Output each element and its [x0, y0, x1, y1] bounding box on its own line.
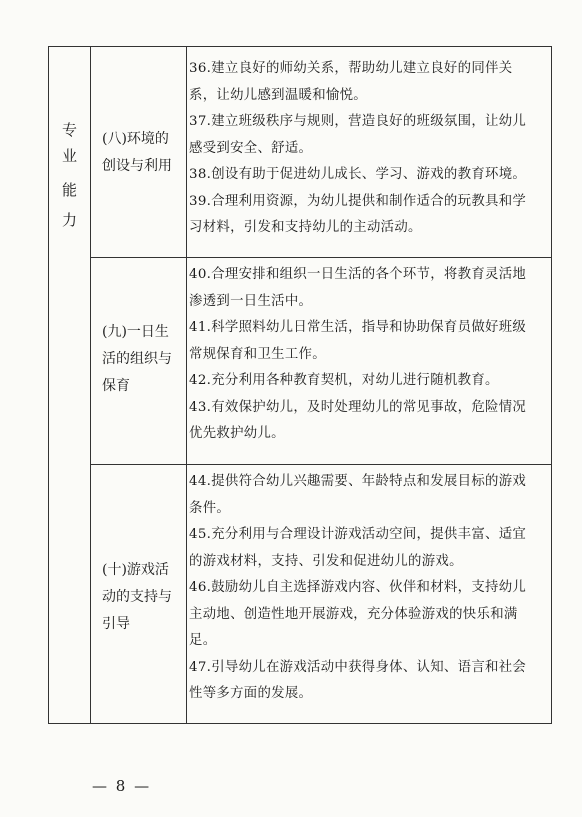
item-line: 44.提供符合幼儿兴趣需要、年龄特点和发展目标的游戏: [189, 474, 527, 489]
section-title-environment: [98, 126, 192, 180]
item-line: 性等多方面的发展。: [189, 686, 313, 701]
section-title-line: 引导: [102, 616, 130, 632]
section-items-play: [186, 469, 546, 708]
list-item: [186, 56, 546, 109]
item-line: 40.合理安排和组织一日生活的各个环节，将教育灵活地: [189, 267, 527, 282]
section-title-line: 创设与利用: [102, 158, 172, 174]
item-line: 主动地、创造性地开展游戏，充分体验游戏的快乐和满: [189, 606, 518, 622]
column-header-char: 专: [61, 121, 77, 139]
item-line: 足。: [189, 633, 217, 648]
item-line: 36.建立良好的师幼关系，帮助幼儿建立良好的同伴关: [189, 61, 513, 76]
item-line: 渗透到一日生活中。: [189, 293, 313, 309]
list-item: [186, 395, 546, 448]
item-line: 41.科学照料幼儿日常生活，指导和协助保育员做好班级: [189, 320, 527, 335]
list-item: [186, 522, 546, 575]
item-line: 优先救护幼儿。: [189, 426, 285, 441]
list-item: [186, 109, 546, 162]
item-line: 感受到安全、舒适。: [189, 140, 313, 156]
section-title-line: 动的支持与: [102, 589, 172, 605]
column-header-char: 力: [61, 211, 77, 229]
page-number: — 8 —: [92, 777, 152, 795]
list-item: [186, 368, 546, 395]
section-title-daily-life: [98, 319, 192, 400]
list-item: [186, 162, 546, 189]
list-item: [186, 575, 546, 655]
item-line: 37.建立班级秩序与规则，营造良好的班级氛围，让幼儿: [189, 114, 527, 129]
section-title-line: (八)环境的: [102, 131, 169, 147]
list-item: [186, 189, 546, 242]
item-line: 系，让幼儿感到温暖和愉悦。: [189, 87, 367, 103]
item-line: 常规保育和卫生工作。: [189, 346, 326, 362]
list-item: [186, 262, 546, 315]
list-item: [186, 655, 546, 708]
section-title-play: [98, 557, 192, 638]
item-line: 的游戏材料，支持、引发和促进幼儿的游戏。: [189, 553, 463, 569]
item-line: 43.有效保护幼儿，及时处理幼儿的常见事故，危险情况: [189, 399, 527, 415]
item-line: 习材料，引发和支持幼儿的主动活动。: [189, 220, 422, 235]
item-line: 47.引导幼儿在游戏活动中获得身体、认知、语言和社会: [189, 659, 527, 675]
row-divider-1: [90, 257, 551, 258]
column-divider-1: [90, 47, 91, 723]
item-line: 38.创设有助于促进幼儿成长、学习、游戏的教育环境。: [189, 167, 527, 182]
row-divider-2: [90, 464, 551, 465]
section-title-line: (九)一日生: [102, 324, 169, 340]
column-header-char: 业: [61, 147, 77, 165]
item-line: 42.充分利用各种教育契机，对幼儿进行随机教育。: [189, 373, 499, 388]
item-line: 46.鼓励幼儿自主选择游戏内容、伙伴和材料，支持幼儿: [189, 580, 527, 595]
item-line: 39.合理利用资源，为幼儿提供和制作适合的玩教具和学: [189, 193, 527, 209]
standards-table: [48, 46, 552, 724]
column-header-professional-ability: [49, 47, 90, 723]
item-line: 45.充分利用与合理设计游戏活动空间，提供丰富、适宜: [189, 527, 527, 542]
column-header-char: 能: [61, 181, 77, 199]
section-items-environment: [186, 56, 546, 242]
item-line: 条件。: [189, 500, 231, 516]
section-title-line: 活的组织与: [102, 351, 172, 367]
list-item: [186, 315, 546, 368]
section-items-daily-life: [186, 262, 546, 448]
section-title-line: 保育: [102, 378, 130, 394]
section-title-line: (十)游戏活: [102, 562, 169, 578]
list-item: [186, 469, 546, 522]
